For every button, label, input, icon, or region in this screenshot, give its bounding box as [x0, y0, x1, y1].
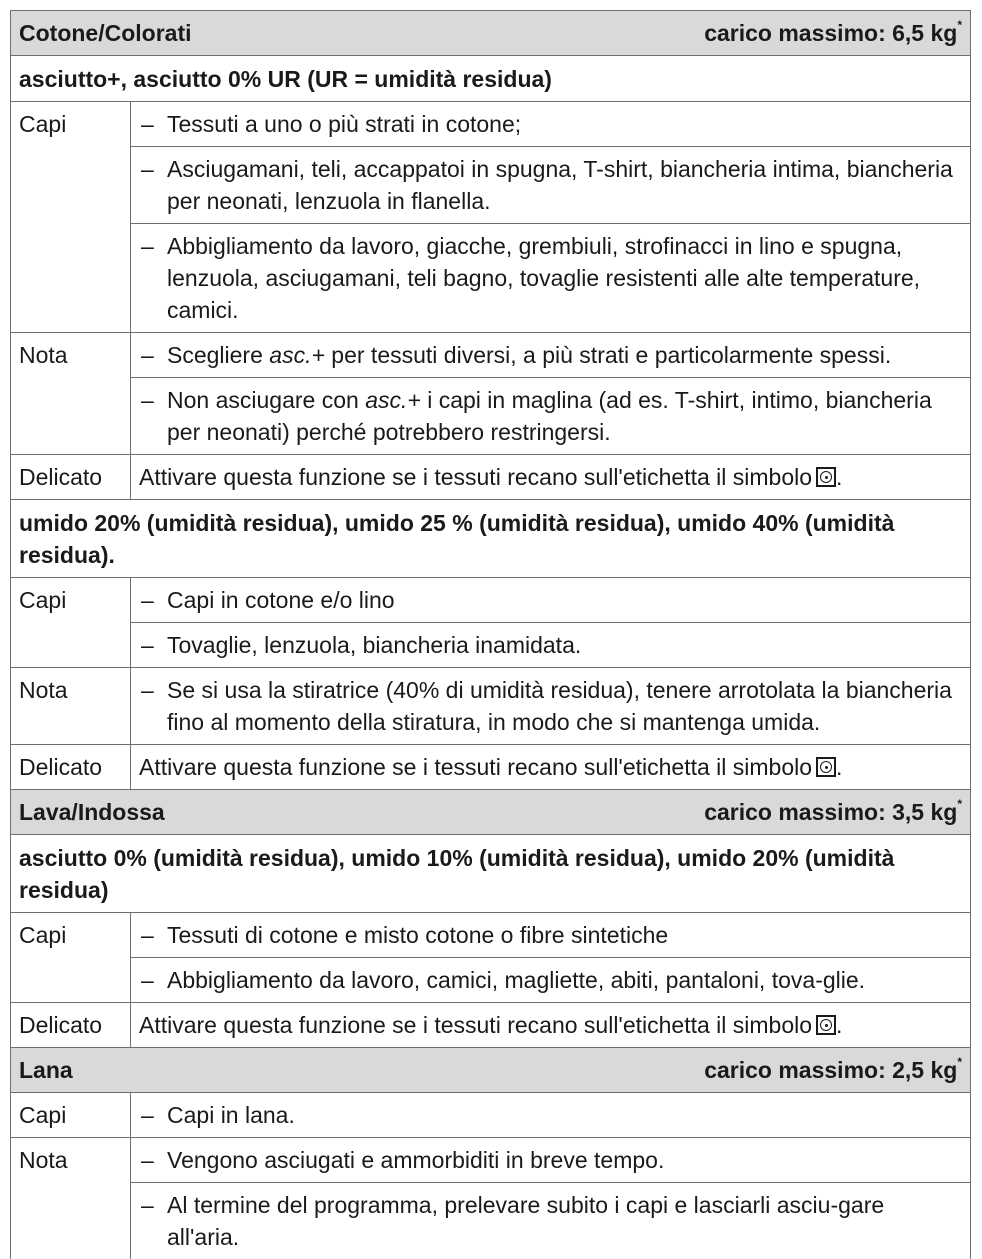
- row-delicato: [11, 745, 970, 790]
- row-nota: [11, 1138, 970, 1259]
- delicate-dry-symbol-icon: [816, 757, 836, 777]
- max-load: carico massimo: 2,5 kg*: [704, 1054, 962, 1083]
- row-capi: [11, 913, 970, 1003]
- dryness-levels-heading: umido 20% (umidità residua), umido 25 % (umidità residua), umido 40% (umidità residua).: [11, 500, 970, 578]
- row-label: Delicato: [11, 1003, 131, 1047]
- row-label: Nota: [11, 1138, 131, 1259]
- row-nota: [11, 333, 970, 455]
- program-table: [10, 10, 971, 1259]
- program-title: Cotone/Colorati: [19, 19, 192, 46]
- row-label: Capi: [11, 578, 131, 667]
- row-capi: [11, 578, 970, 668]
- delicato-text: Attivare questa funzione se i tessuti recano sull'etichetta il simbolo .: [139, 464, 843, 490]
- row-nota: [11, 668, 970, 745]
- max-load: carico massimo: 6,5 kg*: [704, 17, 962, 46]
- row-label: Capi: [11, 913, 131, 1002]
- list-item: – Asciugamani, teli, accappatoi in spugna, T-shirt, biancheria intima, biancheria per neonati, lenzuola in flanella.: [131, 147, 970, 224]
- row-label: Capi: [11, 1093, 131, 1137]
- list-item: – Al termine del programma, prelevare subito i capi e lasciarli asciu-gare all'aria.: [141, 1192, 885, 1250]
- list-item: – Capi in lana.: [141, 1102, 295, 1128]
- list-item: – Scegliere asc.+ per tessuti diversi, a più strati e particolarmente spessi.: [131, 333, 970, 378]
- row-delicato: [11, 1003, 970, 1048]
- list-item: – Non asciugare con asc.+ i capi in maglina (ad es. T-shirt, intimo, biancheria per neonati) perché potrebbero restringersi.: [141, 387, 932, 445]
- delicate-dry-symbol-icon: [816, 467, 836, 487]
- row-label: Delicato: [11, 455, 131, 499]
- row-label: Capi: [11, 102, 131, 332]
- program-header-cotone: [11, 11, 970, 56]
- list-item: – Abbigliamento da lavoro, giacche, grembiuli, strofinacci in lino e spugna, lenzuola, asciugamani, teli bagno, tovaglie resistenti alle alte temperature, camici.: [141, 233, 921, 323]
- row-label: Nota: [11, 668, 131, 744]
- dryness-levels-heading: asciutto 0% (umidità residua), umido 10% (umidità residua), umido 20% (umidità residua): [11, 835, 970, 913]
- row-capi: [11, 1093, 970, 1138]
- list-item: – Capi in cotone e/o lino: [131, 578, 970, 623]
- list-item: – Tessuti a uno o più strati in cotone;: [131, 102, 970, 147]
- program-header-lana: [11, 1048, 970, 1093]
- list-item: – Vengono asciugati e ammorbiditi in breve tempo.: [131, 1138, 970, 1183]
- list-item: – Tovaglie, lenzuola, biancheria inamidata.: [141, 632, 582, 658]
- list-item: – Abbigliamento da lavoro, camici, magliette, abiti, pantaloni, tova-glie.: [141, 967, 866, 993]
- dryness-levels-heading: asciutto+, asciutto 0% UR (UR = umidità residua): [11, 56, 970, 102]
- delicato-text: Attivare questa funzione se i tessuti recano sull'etichetta il simbolo .: [139, 754, 843, 780]
- program-title: Lava/Indossa: [19, 798, 165, 825]
- row-delicato: [11, 455, 970, 500]
- program-title: Lana: [19, 1056, 73, 1083]
- row-label: Nota: [11, 333, 131, 454]
- list-item: – Se si usa la stiratrice (40% di umidità residua), tenere arrotolata la biancheria fino al momento della stiratura, in modo che si mantenga umida.: [141, 677, 952, 735]
- program-header-lava: [11, 790, 970, 835]
- max-load: carico massimo: 3,5 kg*: [704, 796, 962, 825]
- delicato-text: Attivare questa funzione se i tessuti recano sull'etichetta il simbolo .: [139, 1012, 843, 1038]
- delicate-dry-symbol-icon: [816, 1015, 836, 1035]
- row-label: Delicato: [11, 745, 131, 789]
- row-capi: [11, 102, 970, 333]
- list-item: – Tessuti di cotone e misto cotone o fibre sintetiche: [131, 913, 970, 958]
